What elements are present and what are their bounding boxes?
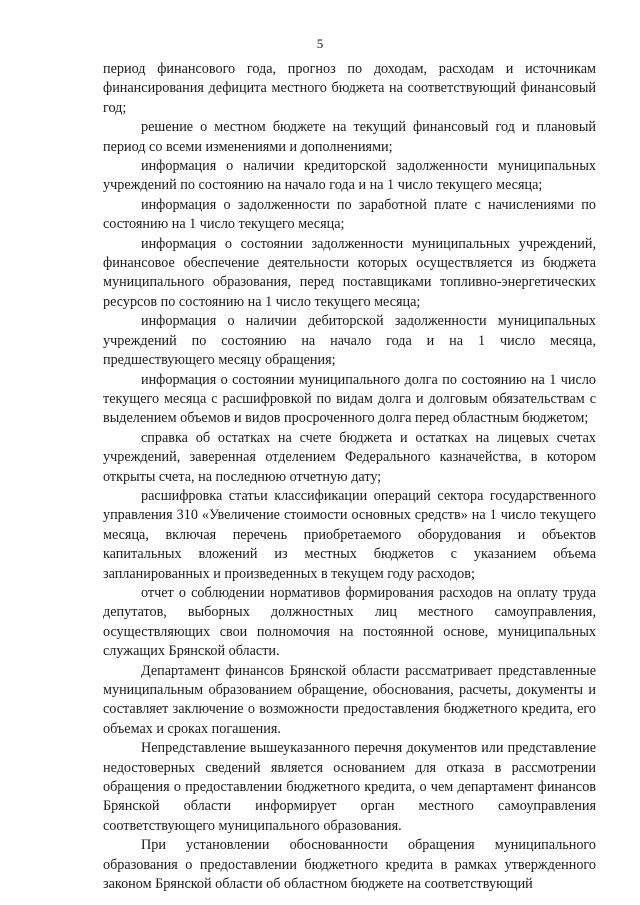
paragraph: информация о состоянии задолженности муниципальных учреждений, финансовое обеспечение деятельности которых осуществляется из бюджета муниципального образования, перед поставщиками топливно-энергетических ресурсов по состоянию на 1 число текущего месяца; bbox=[103, 235, 596, 310]
paragraph: решение о местном бюджете на текущий финансовый год и плановый период со всеми изменениями и дополнениями; bbox=[103, 119, 596, 155]
paragraph: отчет о соблюдении нормативов формирования расходов на оплату труда депутатов, выборных должностных лиц местного самоуправления, осуществляющих свои полномочия на постоянной основе, муниципальных служащих Брянской области. bbox=[103, 584, 596, 660]
paragraph: Непредставление вышеуказанного перечня документов или представление недостоверных сведений является основанием для отказа в рассмотрении обращения о предоставлении бюджетного кредита, о чем департамент финансов Брянской области информирует орган местного самоуправления соответствующего муниципального образования. bbox=[103, 740, 596, 834]
document-body bbox=[103, 60, 596, 894]
paragraph: информация о наличии кредиторской задолженности муниципальных учреждений по состоянию на начало года и на 1 число текущего месяца; bbox=[103, 158, 596, 194]
paragraph-continued: период финансового года, прогноз по доходам, расходам и источникам финансирования дефицита местного бюджета на соответствующий финансовый год; bbox=[103, 61, 596, 116]
paragraph: информация о наличии дебиторской задолженности муниципальных учреждений по состоянию на начало года и на 1 число месяца, предшествующего месяцу обращения; bbox=[103, 313, 596, 369]
page-number: 5 bbox=[316, 36, 324, 51]
paragraph: При установлении обоснованности обращения муниципального образования о предоставлении бюджетного кредита в рамках утвержденного законом Брянской области об областном бюджете на соответствующий bbox=[103, 837, 596, 893]
paragraph: справка об остатках на счете бюджета и остатках на лицевых счетах учреждений, заверенная отделением Федерального казначейства, в котором открыты счета, на последнюю отчетную дату; bbox=[103, 429, 596, 485]
paragraph: Департамент финансов Брянской области рассматривает представленные муниципальным образованием обращение, обоснования, расчеты, документы и составляет заключение о возможности предоставления бюджетного кредита, его объемах и сроках погашения. bbox=[103, 662, 596, 737]
paragraph: расшифровка статьи классификации операций сектора государственного управления 310 «Увеличение стоимости основных средств» на 1 число текущего месяца, включая перечень приобретаемого оборудования и объектов капитальных вложений из местных бюджетов с указанием объема запланированных и произведенных в текущем году расходов; bbox=[103, 487, 596, 582]
paragraph: информация о состоянии муниципального долга по состоянию на 1 число текущего месяца с расшифровкой по видам долга и долговым обязательствам с выделением объемов и видов просроченного долга перед областным бюджетом; bbox=[103, 371, 596, 427]
paragraph: информация о задолженности по заработной плате с начислениями по состоянию на 1 число текущего месяца; bbox=[103, 196, 596, 233]
